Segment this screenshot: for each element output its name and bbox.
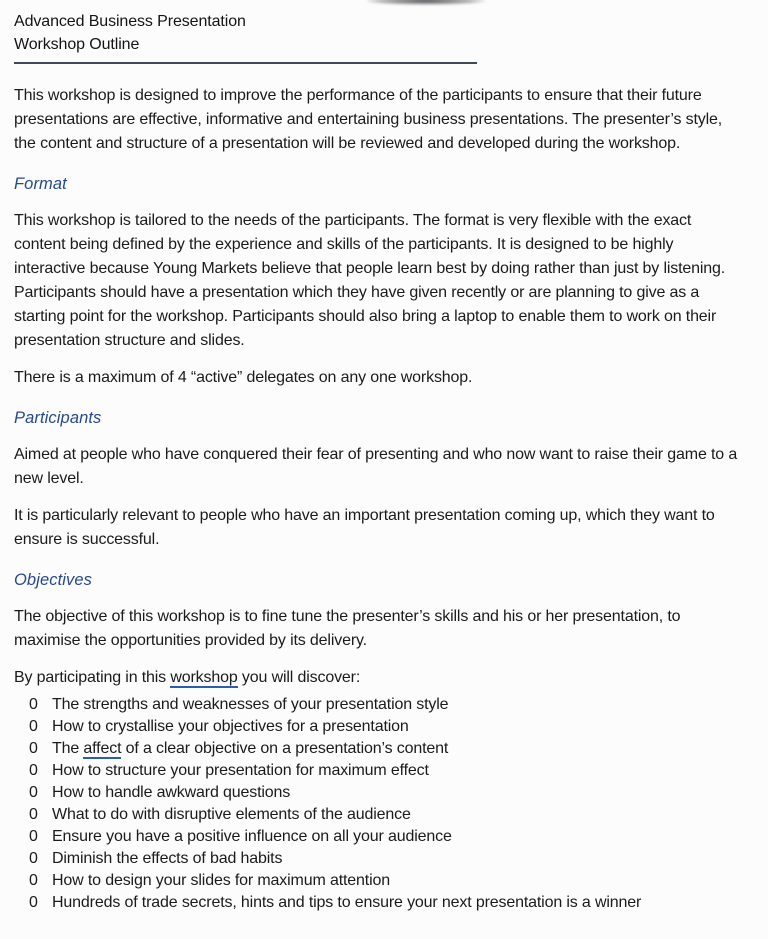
bullet-text: What to do with disruptive elements of the audience xyxy=(52,806,411,823)
objectives-paragraph: The objective of this workshop is to fine tune the presenter’s skills and his or her presentation, to maximise the opportunities provided by its delivery. xyxy=(14,608,681,649)
bullet-marker: 0 xyxy=(29,806,38,823)
bullet-marker: 0 xyxy=(29,740,38,757)
bullet-text: How to design your slides for maximum attention xyxy=(52,872,390,889)
discover-lead-in xyxy=(14,666,740,690)
bullet-text-after: of a clear objective on a presentation’s content xyxy=(121,740,449,757)
workshop-link[interactable]: workshop xyxy=(170,669,238,686)
discover-text-after: you will discover: xyxy=(237,669,361,686)
bullet-text: How to crystallise your objectives for a presentation xyxy=(52,718,409,735)
bullet-marker: 0 xyxy=(29,872,38,889)
section-heading-participants: Participants xyxy=(14,409,102,427)
list-item xyxy=(14,870,744,892)
title-underline-rule xyxy=(14,62,477,64)
bullet-text xyxy=(52,738,744,760)
bullet-marker: 0 xyxy=(29,850,38,867)
logo-remnant xyxy=(366,0,486,5)
bullet-text: The strengths and weaknesses of your presentation style xyxy=(52,696,449,713)
bullet-text: Hundreds of trade secrets, hints and tips to ensure your next presentation is a winner xyxy=(52,894,642,911)
list-item xyxy=(14,782,744,804)
affect-link[interactable]: affect xyxy=(83,740,122,757)
bullet-text: Ensure you have a positive influence on all your audience xyxy=(52,828,452,845)
title-line-1: Advanced Business Presentation xyxy=(14,13,246,30)
list-item xyxy=(14,804,744,826)
section-heading-format: Format xyxy=(14,175,67,193)
document-header xyxy=(14,10,744,64)
title-line-2: Workshop Outline xyxy=(14,36,140,53)
document-title xyxy=(14,10,744,56)
participants-paragraph-2: It is particularly relevant to people who have an important presentation coming up, which they want to ensure is successful. xyxy=(14,507,715,548)
list-item xyxy=(14,694,744,716)
section-heading-objectives: Objectives xyxy=(14,571,93,589)
intro-paragraph: This workshop is designed to improve the performance of the participants to ensure that their future presentations are effective, informative and entertaining business presentations. The presenter’s style, the content and structure of a presentation will be reviewed and developed during the workshop. xyxy=(14,87,723,152)
participants-paragraph-1: Aimed at people who have conquered their fear of presenting and who now want to raise their game to a new level. xyxy=(14,446,738,487)
bullet-text: How to structure your presentation for maximum effect xyxy=(52,762,429,779)
bullet-text-before: The xyxy=(52,740,84,757)
discover-bullet-list xyxy=(14,694,744,914)
list-item xyxy=(14,716,744,738)
bullet-text: How to handle awkward questions xyxy=(52,784,291,801)
bullet-text: Diminish the effects of bad habits xyxy=(52,850,283,867)
discover-text-before: By participating in this xyxy=(14,669,171,686)
bullet-marker: 0 xyxy=(29,718,38,735)
list-item xyxy=(14,892,744,914)
list-item xyxy=(14,760,744,782)
list-item xyxy=(14,738,744,760)
format-paragraph: This workshop is tailored to the needs of the participants. The format is very flexible with the exact content being defined by the experience and skills of the participants. It is designed to be highly interactive because Young Markets believe that people learn best by doing rather than just by listening. Participants should have a presentation which they have given recently or are planning to give as a starting point for the workshop. Participants should also bring a laptop to enable them to work on their presentation structure and slides. xyxy=(14,212,726,349)
bullet-marker: 0 xyxy=(29,894,38,911)
bullet-marker: 0 xyxy=(29,696,38,713)
list-item xyxy=(14,826,744,848)
format-note-paragraph: There is a maximum of 4 “active” delegates on any one workshop. xyxy=(14,369,473,386)
bullet-marker: 0 xyxy=(29,784,38,801)
bullet-marker: 0 xyxy=(29,828,38,845)
bullet-marker: 0 xyxy=(29,762,38,779)
list-item xyxy=(14,848,744,870)
